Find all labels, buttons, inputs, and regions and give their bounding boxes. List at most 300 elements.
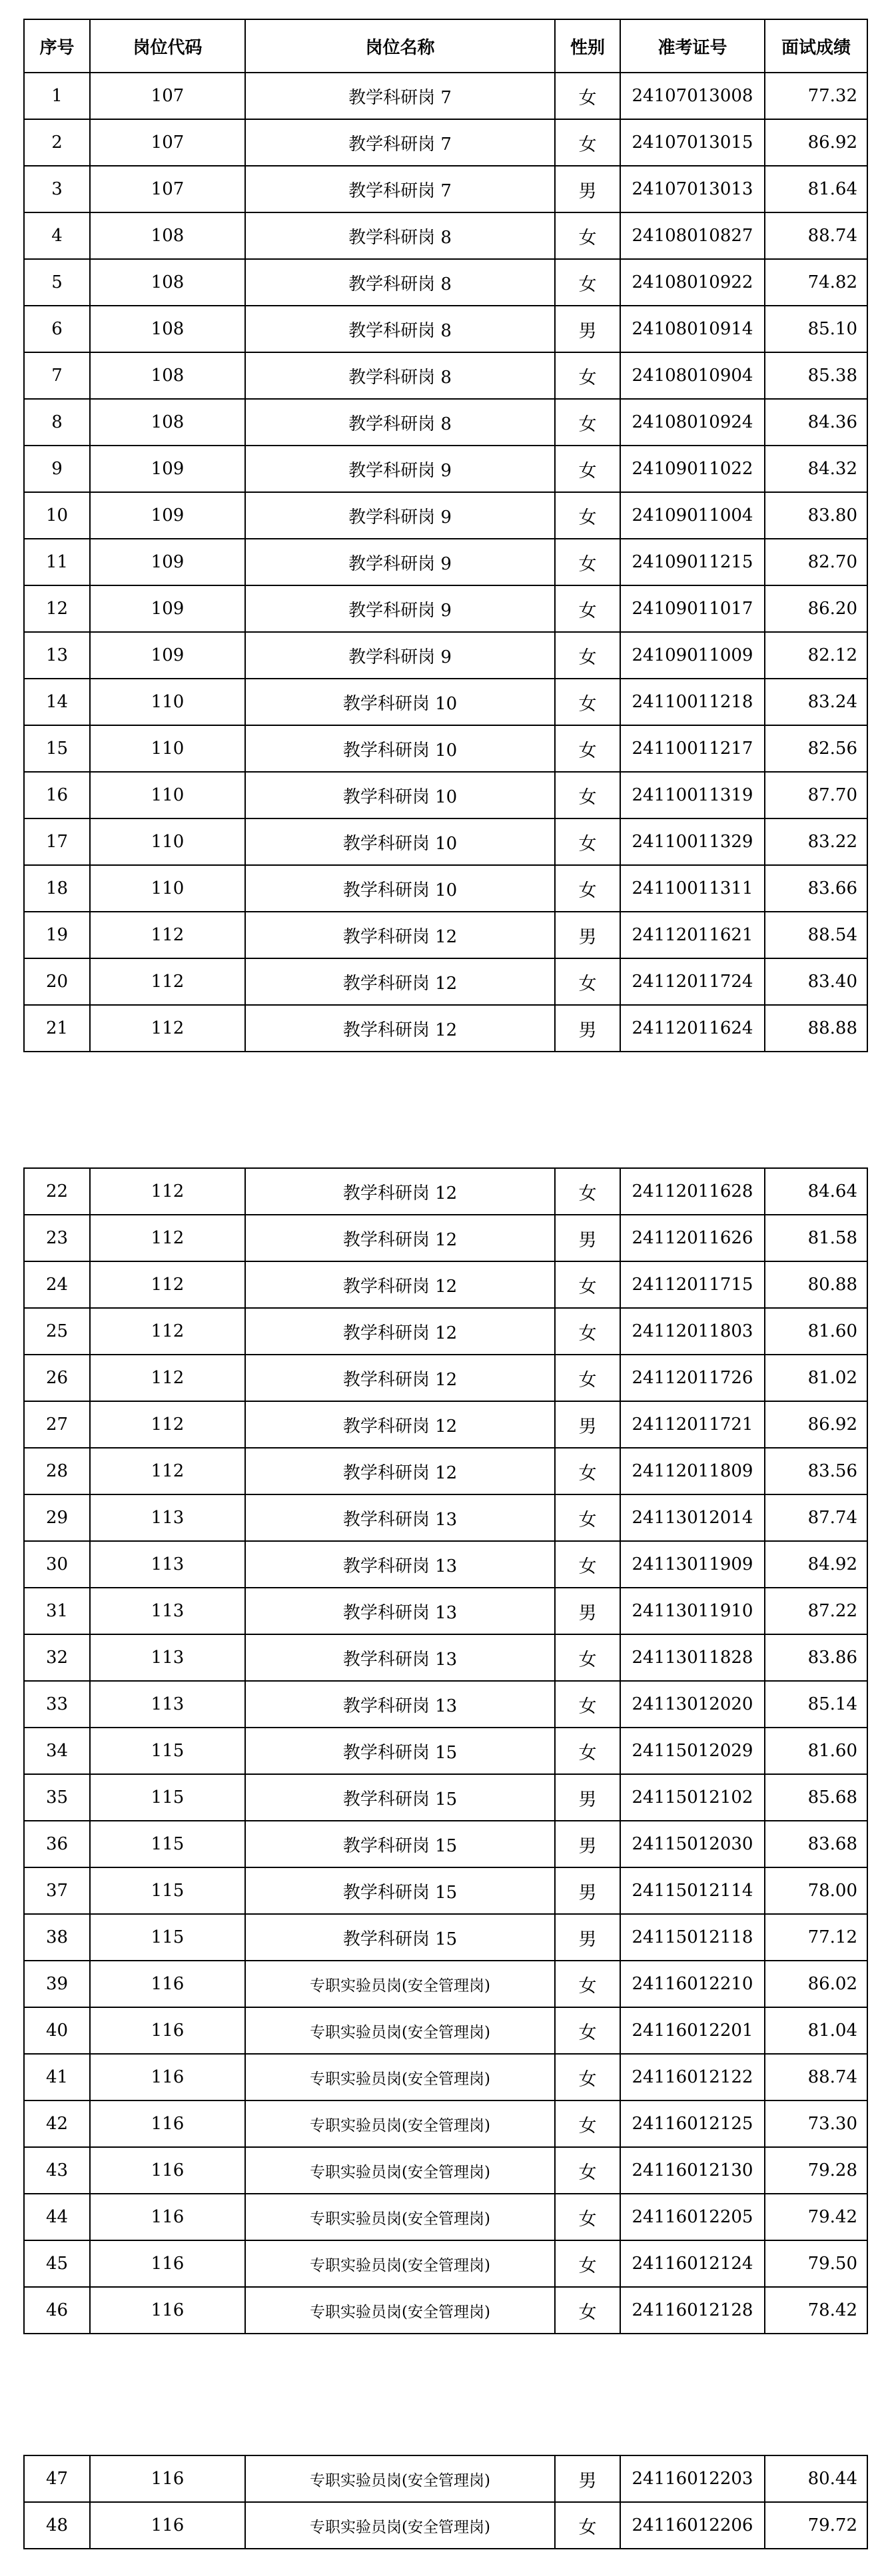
cell-seq: 8	[24, 399, 90, 446]
cell-seq: 12	[24, 585, 90, 632]
cell-seq: 47	[24, 2455, 90, 2502]
cell-seq: 38	[24, 1914, 90, 1961]
cell-seq: 41	[24, 2054, 90, 2100]
cell-post-name: 教学科研岗 9	[245, 539, 555, 585]
cell-exam-number: 24112011715	[620, 1261, 765, 1308]
cell-interview-score: 88.74	[765, 212, 867, 259]
cell-post-name: 教学科研岗 9	[245, 492, 555, 539]
cell-post-code: 112	[90, 1215, 245, 1261]
cell-post-code: 112	[90, 1401, 245, 1448]
cell-exam-number: 24109011017	[620, 585, 765, 632]
cell-post-name: 教学科研岗 13	[245, 1541, 555, 1588]
cell-interview-score: 77.32	[765, 73, 867, 119]
cell-post-code: 110	[90, 679, 245, 725]
cell-post-code: 112	[90, 1261, 245, 1308]
cell-interview-score: 84.92	[765, 1541, 867, 1588]
cell-post-code: 116	[90, 2194, 245, 2240]
cell-post-code: 108	[90, 352, 245, 399]
cell-exam-number: 24113012014	[620, 1494, 765, 1541]
cell-post-code: 108	[90, 259, 245, 306]
cell-seq: 17	[24, 818, 90, 865]
cell-exam-number: 24115012102	[620, 1774, 765, 1821]
cell-post-code: 108	[90, 212, 245, 259]
cell-exam-number: 24109011022	[620, 446, 765, 492]
cell-post-name: 教学科研岗 7	[245, 73, 555, 119]
cell-gender: 男	[555, 1005, 620, 1052]
cell-post-code: 113	[90, 1634, 245, 1681]
cell-gender: 女	[555, 772, 620, 818]
cell-post-code: 110	[90, 865, 245, 912]
cell-interview-score: 74.82	[765, 259, 867, 306]
cell-post-name: 教学科研岗 13	[245, 1634, 555, 1681]
table-row	[24, 1215, 867, 1261]
cell-seq: 26	[24, 1355, 90, 1401]
cell-post-name: 教学科研岗 9	[245, 632, 555, 679]
table-row	[24, 1867, 867, 1914]
cell-interview-score: 81.64	[765, 166, 867, 212]
cell-seq: 31	[24, 1588, 90, 1634]
cell-exam-number: 24112011726	[620, 1355, 765, 1401]
cell-post-name: 教学科研岗 8	[245, 306, 555, 352]
cell-gender: 女	[555, 2054, 620, 2100]
table-row	[24, 2287, 867, 2334]
cell-exam-number: 24113011909	[620, 1541, 765, 1588]
cell-post-name: 教学科研岗 12	[245, 1308, 555, 1355]
cell-seq: 39	[24, 1961, 90, 2007]
cell-interview-score: 81.04	[765, 2007, 867, 2054]
header-interview-score: 面试成绩	[765, 19, 867, 73]
cell-seq: 4	[24, 212, 90, 259]
cell-seq: 19	[24, 912, 90, 958]
cell-exam-number: 24112011624	[620, 1005, 765, 1052]
cell-exam-number: 24110011218	[620, 679, 765, 725]
cell-seq: 24	[24, 1261, 90, 1308]
cell-post-code: 112	[90, 1308, 245, 1355]
cell-post-name: 教学科研岗 15	[245, 1774, 555, 1821]
cell-interview-score: 78.00	[765, 1867, 867, 1914]
cell-gender: 女	[555, 632, 620, 679]
header-gender: 性别	[555, 19, 620, 73]
cell-gender: 女	[555, 1961, 620, 2007]
cell-post-name: 教学科研岗 12	[245, 1261, 555, 1308]
cell-exam-number: 24112011721	[620, 1401, 765, 1448]
cell-post-code: 109	[90, 585, 245, 632]
cell-exam-number: 24107013008	[620, 73, 765, 119]
cell-gender: 女	[555, 1261, 620, 1308]
cell-interview-score: 82.70	[765, 539, 867, 585]
cell-gender: 女	[555, 212, 620, 259]
cell-seq: 2	[24, 119, 90, 166]
table-row	[24, 212, 867, 259]
cell-post-code: 110	[90, 725, 245, 772]
table-row	[24, 1005, 867, 1052]
cell-seq: 48	[24, 2502, 90, 2549]
cell-interview-score: 84.32	[765, 446, 867, 492]
cell-seq: 10	[24, 492, 90, 539]
cell-gender: 女	[555, 725, 620, 772]
cell-interview-score: 86.92	[765, 119, 867, 166]
cell-seq: 45	[24, 2240, 90, 2287]
cell-exam-number: 24113011828	[620, 1634, 765, 1681]
cell-post-code: 113	[90, 1541, 245, 1588]
cell-interview-score: 87.74	[765, 1494, 867, 1541]
cell-interview-score: 88.88	[765, 1005, 867, 1052]
table-row	[24, 399, 867, 446]
cell-post-name: 教学科研岗 13	[245, 1494, 555, 1541]
cell-seq: 30	[24, 1541, 90, 1588]
cell-gender: 女	[555, 2240, 620, 2287]
cell-exam-number: 24116012210	[620, 1961, 765, 2007]
cell-interview-score: 82.56	[765, 725, 867, 772]
cell-post-name: 教学科研岗 10	[245, 725, 555, 772]
cell-seq: 15	[24, 725, 90, 772]
cell-exam-number: 24110011319	[620, 772, 765, 818]
header-post-code: 岗位代码	[90, 19, 245, 73]
table-row	[24, 1355, 867, 1401]
cell-post-name: 教学科研岗 9	[245, 585, 555, 632]
score-table-page-1	[23, 19, 868, 1052]
cell-gender: 女	[555, 1355, 620, 1401]
table-row	[24, 632, 867, 679]
table-row	[24, 1308, 867, 1355]
cell-seq: 35	[24, 1774, 90, 1821]
cell-gender: 女	[555, 2194, 620, 2240]
cell-exam-number: 24113012020	[620, 1681, 765, 1728]
cell-gender: 女	[555, 73, 620, 119]
cell-gender: 女	[555, 259, 620, 306]
table-row	[24, 725, 867, 772]
table-row	[24, 865, 867, 912]
table-row	[24, 2054, 867, 2100]
cell-post-name: 教学科研岗 12	[245, 1355, 555, 1401]
cell-interview-score: 79.28	[765, 2147, 867, 2194]
cell-interview-score: 81.60	[765, 1728, 867, 1774]
cell-interview-score: 85.10	[765, 306, 867, 352]
cell-gender: 女	[555, 1494, 620, 1541]
cell-gender: 女	[555, 1168, 620, 1215]
table-row	[24, 352, 867, 399]
cell-interview-score: 81.58	[765, 1215, 867, 1261]
cell-post-code: 115	[90, 1867, 245, 1914]
cell-gender: 女	[555, 539, 620, 585]
cell-gender: 男	[555, 1215, 620, 1261]
cell-seq: 18	[24, 865, 90, 912]
cell-post-name: 教学科研岗 12	[245, 1215, 555, 1261]
cell-interview-score: 77.12	[765, 1914, 867, 1961]
header-seq: 序号	[24, 19, 90, 73]
cell-interview-score: 83.66	[765, 865, 867, 912]
cell-seq: 37	[24, 1867, 90, 1914]
cell-interview-score: 82.12	[765, 632, 867, 679]
cell-exam-number: 24112011626	[620, 1215, 765, 1261]
cell-seq: 21	[24, 1005, 90, 1052]
cell-post-code: 112	[90, 912, 245, 958]
cell-post-code: 108	[90, 399, 245, 446]
cell-exam-number: 24110011311	[620, 865, 765, 912]
header-post-name: 岗位名称	[245, 19, 555, 73]
cell-gender: 男	[555, 1867, 620, 1914]
cell-post-name: 教学科研岗 12	[245, 1005, 555, 1052]
cell-interview-score: 85.14	[765, 1681, 867, 1728]
cell-post-name: 专职实验员岗(安全管理岗)	[245, 2194, 555, 2240]
table-row	[24, 119, 867, 166]
cell-post-name: 专职实验员岗(安全管理岗)	[245, 2287, 555, 2334]
cell-interview-score: 83.80	[765, 492, 867, 539]
table-row	[24, 585, 867, 632]
cell-post-name: 教学科研岗 15	[245, 1867, 555, 1914]
table-row	[24, 2147, 867, 2194]
cell-post-name: 专职实验员岗(安全管理岗)	[245, 2054, 555, 2100]
table-row	[24, 2455, 867, 2502]
cell-post-name: 教学科研岗 8	[245, 212, 555, 259]
cell-post-name: 教学科研岗 13	[245, 1681, 555, 1728]
table-row	[24, 446, 867, 492]
cell-exam-number: 24115012118	[620, 1914, 765, 1961]
cell-exam-number: 24109011215	[620, 539, 765, 585]
cell-post-name: 教学科研岗 12	[245, 958, 555, 1005]
cell-exam-number: 24112011724	[620, 958, 765, 1005]
cell-seq: 16	[24, 772, 90, 818]
cell-exam-number: 24112011803	[620, 1308, 765, 1355]
cell-post-code: 116	[90, 2287, 245, 2334]
cell-post-code: 116	[90, 2455, 245, 2502]
cell-post-name: 专职实验员岗(安全管理岗)	[245, 2455, 555, 2502]
cell-exam-number: 24107013013	[620, 166, 765, 212]
cell-exam-number: 24110011329	[620, 818, 765, 865]
cell-exam-number: 24108010924	[620, 399, 765, 446]
cell-post-name: 教学科研岗 10	[245, 865, 555, 912]
cell-interview-score: 80.44	[765, 2455, 867, 2502]
cell-gender: 女	[555, 679, 620, 725]
cell-interview-score: 83.56	[765, 1448, 867, 1494]
cell-gender: 女	[555, 399, 620, 446]
cell-seq: 3	[24, 166, 90, 212]
table-row	[24, 1634, 867, 1681]
cell-post-name: 教学科研岗 7	[245, 166, 555, 212]
table-row	[24, 1448, 867, 1494]
cell-exam-number: 24116012122	[620, 2054, 765, 2100]
cell-gender: 女	[555, 446, 620, 492]
table-row	[24, 1681, 867, 1728]
cell-post-name: 教学科研岗 8	[245, 352, 555, 399]
cell-exam-number: 24113011910	[620, 1588, 765, 1634]
table-row	[24, 2502, 867, 2549]
cell-post-code: 115	[90, 1774, 245, 1821]
cell-post-code: 113	[90, 1681, 245, 1728]
table-row	[24, 2007, 867, 2054]
cell-post-name: 教学科研岗 10	[245, 679, 555, 725]
cell-interview-score: 83.22	[765, 818, 867, 865]
cell-seq: 43	[24, 2147, 90, 2194]
table-row	[24, 1261, 867, 1308]
table-row	[24, 2100, 867, 2147]
table-row	[24, 1821, 867, 1867]
table-header-row	[24, 19, 867, 73]
cell-post-code: 116	[90, 2100, 245, 2147]
cell-exam-number: 24107013015	[620, 119, 765, 166]
cell-post-name: 教学科研岗 13	[245, 1588, 555, 1634]
table-row	[24, 539, 867, 585]
cell-post-code: 109	[90, 632, 245, 679]
table-row	[24, 73, 867, 119]
cell-gender: 男	[555, 912, 620, 958]
cell-interview-score: 79.50	[765, 2240, 867, 2287]
table-row	[24, 306, 867, 352]
cell-post-name: 教学科研岗 12	[245, 912, 555, 958]
cell-gender: 女	[555, 2287, 620, 2334]
table-row	[24, 912, 867, 958]
cell-gender: 女	[555, 492, 620, 539]
cell-post-code: 112	[90, 1168, 245, 1215]
cell-interview-score: 83.24	[765, 679, 867, 725]
cell-post-name: 教学科研岗 15	[245, 1821, 555, 1867]
table-row	[24, 818, 867, 865]
cell-interview-score: 83.40	[765, 958, 867, 1005]
cell-gender: 男	[555, 306, 620, 352]
cell-exam-number: 24108010904	[620, 352, 765, 399]
cell-exam-number: 24109011009	[620, 632, 765, 679]
cell-post-name: 专职实验员岗(安全管理岗)	[245, 2502, 555, 2549]
cell-seq: 28	[24, 1448, 90, 1494]
cell-post-code: 110	[90, 818, 245, 865]
cell-seq: 11	[24, 539, 90, 585]
cell-seq: 46	[24, 2287, 90, 2334]
cell-exam-number: 24116012205	[620, 2194, 765, 2240]
table-row	[24, 166, 867, 212]
cell-interview-score: 79.42	[765, 2194, 867, 2240]
cell-seq: 44	[24, 2194, 90, 2240]
cell-post-code: 108	[90, 306, 245, 352]
cell-seq: 33	[24, 1681, 90, 1728]
cell-interview-score: 88.74	[765, 2054, 867, 2100]
cell-post-code: 116	[90, 2007, 245, 2054]
cell-seq: 5	[24, 259, 90, 306]
cell-interview-score: 81.60	[765, 1308, 867, 1355]
header-exam-number: 准考证号	[620, 19, 765, 73]
cell-seq: 9	[24, 446, 90, 492]
table-row	[24, 1494, 867, 1541]
table-row	[24, 1728, 867, 1774]
cell-post-name: 教学科研岗 8	[245, 259, 555, 306]
cell-interview-score: 78.42	[765, 2287, 867, 2334]
cell-gender: 男	[555, 1588, 620, 1634]
cell-post-name: 教学科研岗 7	[245, 119, 555, 166]
cell-post-code: 107	[90, 73, 245, 119]
cell-post-code: 112	[90, 1005, 245, 1052]
cell-seq: 29	[24, 1494, 90, 1541]
cell-gender: 男	[555, 2455, 620, 2502]
table-row	[24, 958, 867, 1005]
cell-exam-number: 24116012128	[620, 2287, 765, 2334]
table-row	[24, 1961, 867, 2007]
cell-post-code: 109	[90, 539, 245, 585]
cell-interview-score: 88.54	[765, 912, 867, 958]
cell-interview-score: 87.22	[765, 1588, 867, 1634]
cell-exam-number: 24116012125	[620, 2100, 765, 2147]
cell-gender: 女	[555, 958, 620, 1005]
cell-seq: 14	[24, 679, 90, 725]
cell-post-code: 115	[90, 1914, 245, 1961]
cell-post-code: 112	[90, 958, 245, 1005]
cell-post-name: 教学科研岗 12	[245, 1448, 555, 1494]
cell-seq: 23	[24, 1215, 90, 1261]
cell-post-code: 107	[90, 166, 245, 212]
cell-post-code: 116	[90, 2502, 245, 2549]
cell-post-name: 专职实验员岗(安全管理岗)	[245, 2240, 555, 2287]
cell-exam-number: 24108010914	[620, 306, 765, 352]
cell-post-name: 教学科研岗 15	[245, 1728, 555, 1774]
cell-exam-number: 24108010922	[620, 259, 765, 306]
cell-post-name: 教学科研岗 15	[245, 1914, 555, 1961]
cell-post-code: 116	[90, 1961, 245, 2007]
cell-exam-number: 24116012130	[620, 2147, 765, 2194]
cell-exam-number: 24115012030	[620, 1821, 765, 1867]
cell-interview-score: 86.92	[765, 1401, 867, 1448]
cell-interview-score: 83.86	[765, 1634, 867, 1681]
cell-interview-score: 79.72	[765, 2502, 867, 2549]
cell-post-code: 107	[90, 119, 245, 166]
cell-post-code: 112	[90, 1448, 245, 1494]
cell-post-code: 116	[90, 2147, 245, 2194]
cell-seq: 1	[24, 73, 90, 119]
cell-post-code: 115	[90, 1821, 245, 1867]
cell-interview-score: 81.02	[765, 1355, 867, 1401]
cell-interview-score: 84.36	[765, 399, 867, 446]
cell-gender: 女	[555, 119, 620, 166]
cell-seq: 40	[24, 2007, 90, 2054]
cell-seq: 32	[24, 1634, 90, 1681]
table-row	[24, 2240, 867, 2287]
cell-gender: 女	[555, 2007, 620, 2054]
cell-post-name: 专职实验员岗(安全管理岗)	[245, 2100, 555, 2147]
table-row	[24, 492, 867, 539]
table-row	[24, 772, 867, 818]
cell-seq: 36	[24, 1821, 90, 1867]
cell-post-name: 专职实验员岗(安全管理岗)	[245, 2147, 555, 2194]
cell-interview-score: 85.38	[765, 352, 867, 399]
cell-post-code: 113	[90, 1588, 245, 1634]
table-row	[24, 259, 867, 306]
cell-gender: 女	[555, 1308, 620, 1355]
cell-exam-number: 24108010827	[620, 212, 765, 259]
cell-post-code: 116	[90, 2054, 245, 2100]
cell-exam-number: 24110011217	[620, 725, 765, 772]
cell-seq: 25	[24, 1308, 90, 1355]
cell-interview-score: 86.02	[765, 1961, 867, 2007]
cell-interview-score: 87.70	[765, 772, 867, 818]
cell-gender: 女	[555, 1728, 620, 1774]
cell-gender: 男	[555, 1401, 620, 1448]
cell-seq: 13	[24, 632, 90, 679]
cell-exam-number: 24116012201	[620, 2007, 765, 2054]
cell-interview-score: 83.68	[765, 1821, 867, 1867]
score-table-page-2	[23, 1167, 868, 2334]
cell-exam-number: 24112011621	[620, 912, 765, 958]
cell-interview-score: 73.30	[765, 2100, 867, 2147]
cell-seq: 20	[24, 958, 90, 1005]
table-row	[24, 679, 867, 725]
cell-seq: 7	[24, 352, 90, 399]
cell-gender: 男	[555, 1821, 620, 1867]
cell-gender: 男	[555, 1914, 620, 1961]
cell-seq: 34	[24, 1728, 90, 1774]
cell-interview-score: 84.64	[765, 1168, 867, 1215]
cell-post-code: 115	[90, 1728, 245, 1774]
cell-seq: 27	[24, 1401, 90, 1448]
cell-post-name: 教学科研岗 10	[245, 772, 555, 818]
cell-post-code: 109	[90, 446, 245, 492]
cell-post-code: 113	[90, 1494, 245, 1541]
